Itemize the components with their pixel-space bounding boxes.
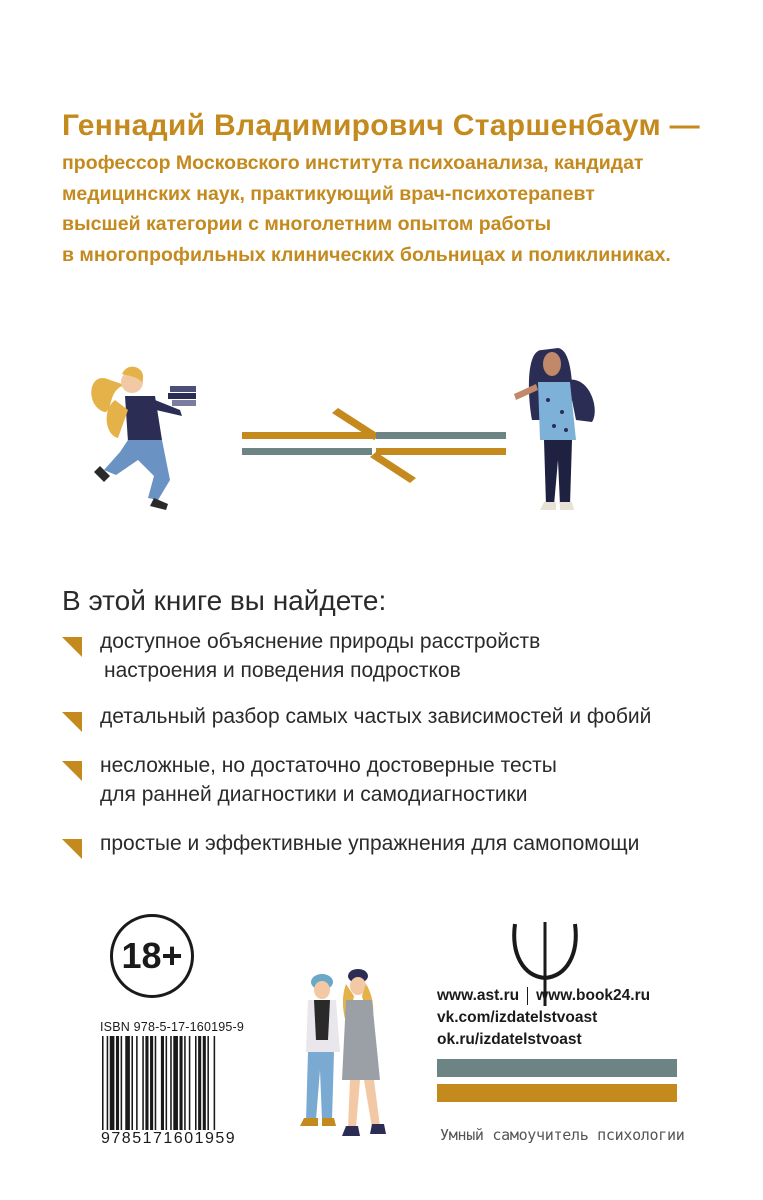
running-girl-illustration	[91, 367, 196, 510]
barcode-bar	[125, 1036, 130, 1132]
author-bio-line: медицинских наук, практикующий врач-психотерапевт	[62, 182, 595, 205]
barcode-bar	[189, 1036, 191, 1132]
isbn-text: ISBN 978-5-17-160195-9	[100, 1020, 245, 1034]
age-rating-badge: 18+	[110, 914, 194, 998]
list-item-text-cont: для ранней диагностики и самодиагностики	[100, 783, 528, 806]
author-block	[62, 104, 742, 270]
triangle-bullet-icon	[62, 637, 82, 657]
series-name: Умный самоучитель психологии	[440, 1126, 685, 1144]
exchange-arrows-icon	[242, 408, 506, 483]
list-item	[62, 751, 742, 809]
barcode-bar	[198, 1036, 201, 1132]
barcode-bar	[107, 1036, 109, 1144]
barcode-bar	[142, 1036, 144, 1132]
list-item-text: детальный разбор самых частых зависимостей и фобий	[100, 705, 652, 728]
link-ast[interactable]: www.ast.ru	[437, 987, 520, 1004]
barcode-bar	[136, 1036, 138, 1132]
barcode-bar	[207, 1036, 209, 1132]
barcode-bar	[195, 1036, 197, 1132]
exchange-illustration	[70, 330, 710, 530]
barcode-bar	[173, 1036, 178, 1132]
list-item-text: простые и эффективные упражнения для самопомощи	[100, 832, 640, 855]
link-vk[interactable]: vk.com/izdatelstvoast	[437, 1009, 598, 1026]
link-ok[interactable]: ok.ru/izdatelstvoast	[437, 1031, 582, 1048]
barcode-bar	[102, 1036, 104, 1144]
barcode-bar	[184, 1036, 186, 1132]
author-name: Геннадий Владимирович Старшенбаум —	[62, 109, 700, 142]
barcode-bar	[214, 1036, 216, 1144]
barcode-bar	[121, 1036, 123, 1132]
barcode-bar	[203, 1036, 206, 1132]
triangle-bullet-icon	[62, 761, 82, 781]
barcode-bar	[166, 1036, 168, 1132]
features-title: В этой книге вы найдете:	[62, 585, 387, 616]
decor-bar-gold	[437, 1084, 677, 1102]
list-item-text: несложные, но достаточно достоверные тесты	[100, 754, 557, 777]
barcode-bar	[145, 1036, 148, 1132]
barcode-number: 9785171601959	[101, 1130, 237, 1147]
standing-girl-illustration	[514, 348, 595, 510]
students-illustration	[290, 960, 400, 1150]
decor-bar-grey	[437, 1059, 677, 1077]
author-bio-line: высшей категории с многолетним опытом работы	[62, 213, 552, 235]
features-list	[62, 627, 742, 858]
author-bio-line: профессор Московского института психоанализа, кандидат	[62, 152, 644, 174]
barcode-bar	[131, 1036, 133, 1132]
triangle-bullet-icon	[62, 839, 82, 859]
list-item-text-cont: настроения и поведения подростков	[104, 659, 461, 682]
list-item	[62, 829, 742, 858]
author-bio	[62, 148, 742, 270]
barcode-bar	[116, 1036, 119, 1132]
links-divider	[527, 987, 528, 1005]
link-book24[interactable]: www.book24.ru	[536, 987, 651, 1004]
list-item	[62, 627, 742, 685]
list-item	[62, 702, 742, 731]
barcode-bar	[155, 1036, 157, 1132]
publisher-links	[437, 985, 650, 1051]
list-item-text: доступное объяснение природы расстройств	[100, 630, 541, 653]
barcode-bar	[180, 1036, 183, 1132]
triangle-bullet-icon	[62, 712, 82, 732]
author-bio-line: в многопрофильных клинических больницах и поликлиниках.	[62, 243, 671, 266]
barcode-bar	[161, 1036, 164, 1132]
barcode-bar	[150, 1036, 153, 1132]
barcode-bar	[110, 1036, 115, 1132]
barcode-bar	[170, 1036, 172, 1132]
